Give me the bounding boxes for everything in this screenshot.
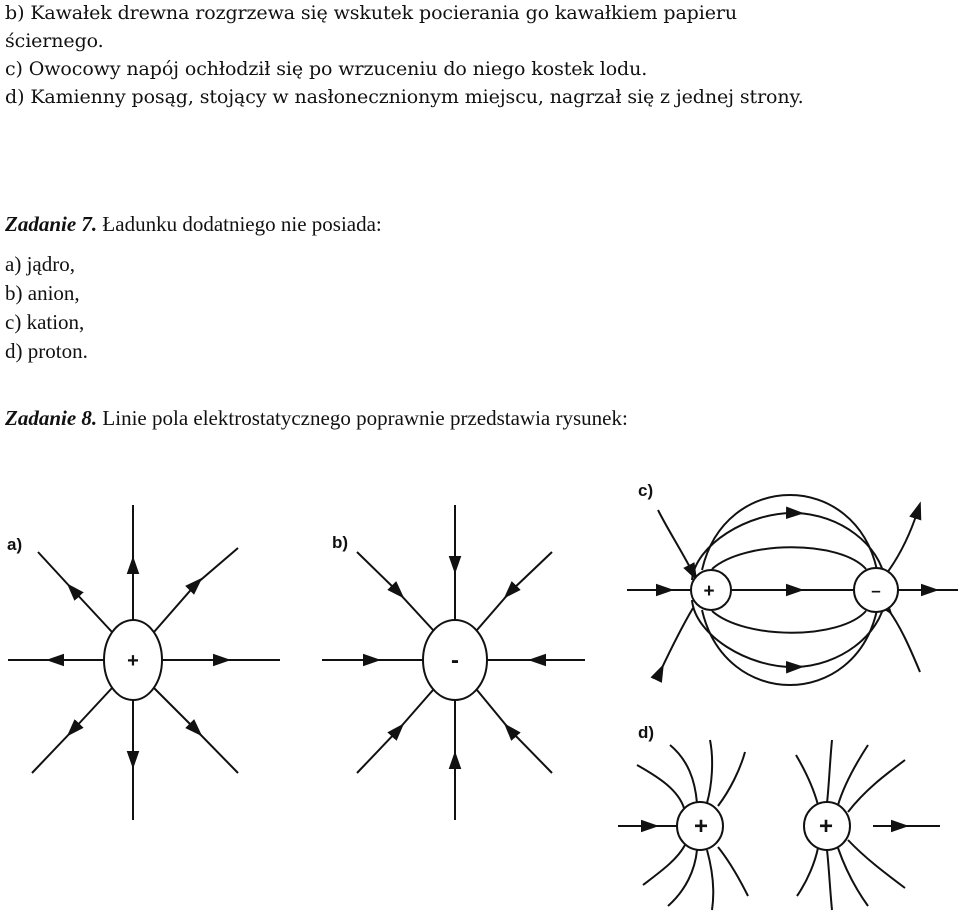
field-line xyxy=(154,688,238,773)
field-line xyxy=(668,850,697,906)
task7-option-a: a) jądro, xyxy=(5,252,75,276)
figure-a-charge: + xyxy=(127,650,139,672)
field-line xyxy=(477,690,552,773)
figure-d-charge-right: + xyxy=(818,813,834,840)
figure-b-label: b) xyxy=(332,533,349,552)
field-line xyxy=(637,765,684,808)
field-line xyxy=(887,608,920,672)
figure-c-charge-negative: – xyxy=(871,581,881,600)
task7-option-c: c) kation, xyxy=(5,310,85,334)
field-line xyxy=(660,608,693,672)
field-line xyxy=(357,690,433,773)
field-line xyxy=(477,552,552,630)
field-line xyxy=(712,611,866,633)
task7-option-d: d) proton. xyxy=(5,339,88,363)
field-line xyxy=(848,760,905,812)
task7-question: Ładunku dodatniego nie posiada: xyxy=(97,212,382,236)
field-line xyxy=(707,740,712,803)
figure-a xyxy=(8,505,280,820)
field-line xyxy=(848,840,905,888)
field-line xyxy=(643,845,685,885)
field-line xyxy=(796,755,818,805)
field-line xyxy=(887,510,918,573)
figure-c-label: c) xyxy=(638,481,654,500)
field-line xyxy=(670,745,697,803)
text-line-b-cont: ściernego. xyxy=(5,30,104,52)
field-line xyxy=(797,848,818,896)
field-line xyxy=(707,850,713,910)
field-line xyxy=(38,552,112,632)
figure-d xyxy=(618,740,940,910)
field-line xyxy=(658,510,693,573)
text-line-c: c) Owocowy napój ochłodził się po wrzuceniu do niego kostek lodu. xyxy=(5,58,648,80)
figure-c-charge-positive: + xyxy=(703,581,715,602)
text-line-b: b) Kawałek drewna rozgrzewa się wskutek pocierania go kawałkiem papieru xyxy=(5,2,737,24)
field-line xyxy=(357,552,433,630)
figure-c xyxy=(627,495,958,685)
field-line xyxy=(718,847,748,896)
text-line-d: d) Kamienny posąg, stojący w nasłonecznionym miejscu, nagrzał się z jednej strony. xyxy=(5,86,804,108)
field-line xyxy=(154,548,238,632)
field-line xyxy=(827,850,832,910)
figure-a-label: a) xyxy=(7,535,23,554)
task7-label: Zadanie 7. xyxy=(5,212,98,236)
field-line xyxy=(838,745,868,805)
field-line xyxy=(712,547,866,569)
figure-d-label: d) xyxy=(638,723,655,742)
field-line xyxy=(838,848,868,906)
figure-b-charge: - xyxy=(451,647,459,674)
field-line xyxy=(718,752,745,806)
task8-question: Linie pola elektrostatycznego poprawnie przedstawia rysunek: xyxy=(97,406,628,430)
field-line xyxy=(827,740,832,803)
task8-label: Zadanie 8. xyxy=(5,406,98,430)
field-line xyxy=(32,688,112,773)
task7-option-b: b) anion, xyxy=(5,281,80,305)
figure-d-charge-left: + xyxy=(693,813,709,840)
